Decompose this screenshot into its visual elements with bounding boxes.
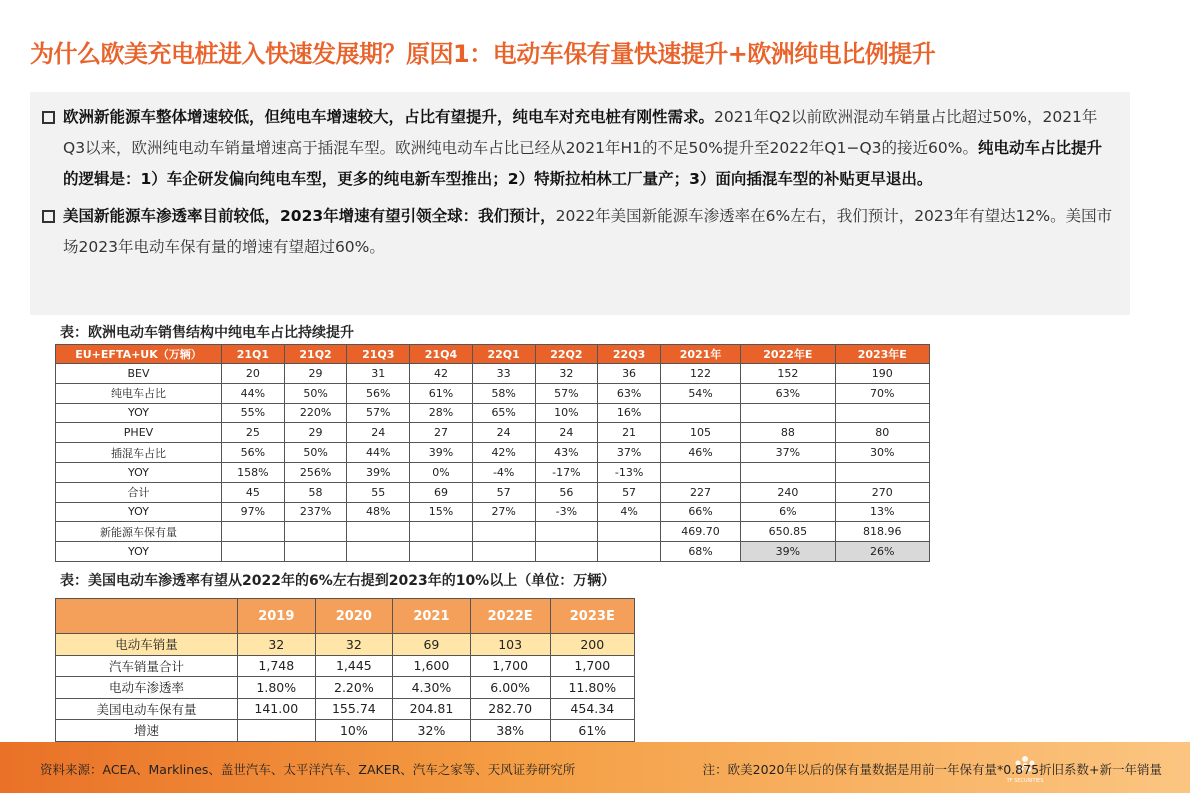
table-cell: 39% [410, 443, 473, 463]
table-cell: -13% [598, 462, 661, 482]
table-cell: 69 [410, 482, 473, 502]
table-cell: 69 [393, 634, 471, 656]
row-label: 美国电动车保有量 [56, 698, 238, 720]
table-row [56, 698, 635, 720]
row-label: 电动车销量 [56, 634, 238, 656]
row-label: PHEV [56, 423, 222, 443]
table-row [56, 443, 930, 463]
table-cell: 454.34 [550, 698, 634, 720]
table-cell: 37% [741, 443, 835, 463]
table-cell: 32 [535, 364, 598, 384]
table-cell: 237% [284, 502, 347, 522]
table-cell: 39% [347, 462, 410, 482]
table-cell: 20 [222, 364, 285, 384]
table-cell: 56% [347, 383, 410, 403]
column-header: 2022年E [741, 345, 835, 364]
table-cell: 57 [598, 482, 661, 502]
table-cell: 70% [835, 383, 929, 403]
table-cell: 61% [550, 720, 634, 742]
table-cell [535, 522, 598, 542]
table-row [56, 720, 635, 742]
bullet-us-body: 2022年美国新能源车渗透率在6%左右，我们预计，2023年有望达12%。美国市场2023年电动车保有量的增速有望超过60%。 [63, 207, 1113, 256]
table-cell: 6.00% [470, 677, 550, 699]
row-label: YOY [56, 403, 222, 423]
page-title: 为什么欧美充电桩进入快速发展期？原因1：电动车保有量快速提升+欧洲纯电比例提升 [30, 40, 936, 68]
table-cell: 24 [472, 423, 535, 443]
table-cell: 4% [598, 502, 661, 522]
table-cell: 54% [660, 383, 740, 403]
table-cell: 26% [835, 542, 929, 562]
table-cell: 56 [535, 482, 598, 502]
row-label: 增速 [56, 720, 238, 742]
table-cell [347, 522, 410, 542]
table-cell: 1.80% [238, 677, 316, 699]
checkbox-bullet-icon [42, 111, 55, 124]
table-row [56, 403, 930, 423]
table-row [56, 502, 930, 522]
table-cell: 16% [598, 403, 661, 423]
table-cell: -4% [472, 462, 535, 482]
table-cell: 42% [472, 443, 535, 463]
table-cell [660, 462, 740, 482]
table-cell: 10% [535, 403, 598, 423]
table-cell [660, 403, 740, 423]
table-cell [284, 522, 347, 542]
column-header: 2022E [470, 599, 550, 634]
table-cell: 190 [835, 364, 929, 384]
bullet-europe [42, 102, 1114, 195]
us-ev-penetration-table [55, 598, 635, 742]
column-header: 22Q3 [598, 345, 661, 364]
table-row [56, 522, 930, 542]
table-cell: 57 [472, 482, 535, 502]
table-cell [741, 462, 835, 482]
table-cell: 4.30% [393, 677, 471, 699]
table-cell: 45 [222, 482, 285, 502]
table-cell: 46% [660, 443, 740, 463]
table-cell: 30% [835, 443, 929, 463]
table-cell: 21 [598, 423, 661, 443]
table-cell: 27% [472, 502, 535, 522]
table-cell [598, 522, 661, 542]
table-cell: 68% [660, 542, 740, 562]
table-cell: 818.96 [835, 522, 929, 542]
column-header: 21Q1 [222, 345, 285, 364]
column-header: 21Q3 [347, 345, 410, 364]
row-label: 合计 [56, 482, 222, 502]
table-cell: 55% [222, 403, 285, 423]
table-cell: 24 [535, 423, 598, 443]
table-cell: 32% [393, 720, 471, 742]
column-header: 2023E [550, 599, 634, 634]
table-cell: 97% [222, 502, 285, 522]
table-cell [238, 720, 316, 742]
table-row [56, 462, 930, 482]
table-cell [284, 542, 347, 562]
table-cell: 66% [660, 502, 740, 522]
column-header: 21Q2 [284, 345, 347, 364]
row-label: BEV [56, 364, 222, 384]
column-header: EU+EFTA+UK（万辆） [56, 345, 222, 364]
column-header: 22Q1 [472, 345, 535, 364]
bullet-europe-lead: 欧洲新能源车整体增速较低，但纯电车增速较大，占比有望提升，纯电车对充电桩有刚性需求。 [63, 108, 715, 126]
column-header [56, 599, 238, 634]
table-cell: 158% [222, 462, 285, 482]
table-cell: 200 [550, 634, 634, 656]
table-cell: 1,445 [315, 655, 393, 677]
table-cell: 469.70 [660, 522, 740, 542]
table-cell: 1,700 [470, 655, 550, 677]
svg-text:TF SECURITIES: TF SECURITIES [1006, 778, 1044, 784]
footer-source: 资料来源：ACEA、Marklines、盖世汽车、太平洋汽车、ZAKER、汽车之家等、天风证券研究所 [40, 762, 576, 777]
table-cell: 37% [598, 443, 661, 463]
row-label: 电动车渗透率 [56, 677, 238, 699]
table-cell: 48% [347, 502, 410, 522]
table-cell: 152 [741, 364, 835, 384]
table-cell: 57% [535, 383, 598, 403]
table-cell: 13% [835, 502, 929, 522]
column-header: 2021年 [660, 345, 740, 364]
table-cell: 2.20% [315, 677, 393, 699]
table-cell: 56% [222, 443, 285, 463]
table-cell: 32 [315, 634, 393, 656]
table-cell: 282.70 [470, 698, 550, 720]
table-cell: 24 [347, 423, 410, 443]
table1-caption: 表：欧洲电动车销售结构中纯电车占比持续提升 [60, 325, 354, 341]
table-cell: 6% [741, 502, 835, 522]
row-label: 纯电车占比 [56, 383, 222, 403]
table-cell [535, 542, 598, 562]
table-cell: 36 [598, 364, 661, 384]
table-cell [410, 542, 473, 562]
table-cell: 10% [315, 720, 393, 742]
table-cell: 0% [410, 462, 473, 482]
table-cell: 1,600 [393, 655, 471, 677]
row-label: 插混车占比 [56, 443, 222, 463]
table-cell [472, 542, 535, 562]
table-cell [410, 522, 473, 542]
table-cell: 227 [660, 482, 740, 502]
table-cell: 38% [470, 720, 550, 742]
table-cell: 65% [472, 403, 535, 423]
table-cell: 29 [284, 423, 347, 443]
bullet-europe-logic: 纯电动车占比提升的逻辑是：1）车企研发偏向纯电车型，更多的纯电新车型推出；2）特斯拉柏林工厂量产；3）面向插混车型的补贴更早退出。 [63, 139, 1103, 188]
table-cell: 650.85 [741, 522, 835, 542]
table-cell: 61% [410, 383, 473, 403]
table-row [56, 383, 930, 403]
table-cell: 43% [535, 443, 598, 463]
row-label: YOY [56, 502, 222, 522]
table-row [56, 634, 635, 656]
column-header: 2019 [238, 599, 316, 634]
table-cell: 39% [741, 542, 835, 562]
column-header: 2021 [393, 599, 471, 634]
table-cell: 1,700 [550, 655, 634, 677]
table-row [56, 655, 635, 677]
table-cell: 122 [660, 364, 740, 384]
table-cell: 33 [472, 364, 535, 384]
table-cell: 270 [835, 482, 929, 502]
table-cell: 63% [741, 383, 835, 403]
row-label: 汽车销量合计 [56, 655, 238, 677]
table2-caption: 表：美国电动车渗透率有望从2022年的6%左右提到2023年的10%以上（单位：万辆） [60, 573, 616, 589]
table-cell: 80 [835, 423, 929, 443]
table-cell: 32 [238, 634, 316, 656]
table-cell: 31 [347, 364, 410, 384]
table-header-row [56, 345, 930, 364]
checkbox-bullet-icon [42, 210, 55, 223]
table-cell [598, 542, 661, 562]
table-row [56, 364, 930, 384]
table-row [56, 542, 930, 562]
table-cell: 240 [741, 482, 835, 502]
column-header: 2020 [315, 599, 393, 634]
table-cell: 204.81 [393, 698, 471, 720]
table-cell: 63% [598, 383, 661, 403]
table-cell [347, 542, 410, 562]
table-cell: 44% [222, 383, 285, 403]
row-label: YOY [56, 542, 222, 562]
table-row [56, 677, 635, 699]
table-header-row [56, 599, 635, 634]
table-cell: 11.80% [550, 677, 634, 699]
column-header: 21Q4 [410, 345, 473, 364]
table-cell: 28% [410, 403, 473, 423]
table-cell [222, 522, 285, 542]
table-cell: 88 [741, 423, 835, 443]
table-cell [222, 542, 285, 562]
table-cell: 50% [284, 383, 347, 403]
table-cell: 15% [410, 502, 473, 522]
table-cell: 141.00 [238, 698, 316, 720]
table-cell: 27 [410, 423, 473, 443]
table-cell: 58% [472, 383, 535, 403]
table-cell: 220% [284, 403, 347, 423]
column-header: 22Q2 [535, 345, 598, 364]
table-cell: 44% [347, 443, 410, 463]
table-cell [835, 403, 929, 423]
summary-box [30, 92, 1130, 315]
row-label: 新能源车保有量 [56, 522, 222, 542]
table-cell: 57% [347, 403, 410, 423]
row-label: YOY [56, 462, 222, 482]
table-row [56, 423, 930, 443]
table-cell: 103 [470, 634, 550, 656]
table-cell [835, 462, 929, 482]
table-cell: 25 [222, 423, 285, 443]
footer [0, 742, 1190, 793]
table-cell: 42 [410, 364, 473, 384]
table-cell: -17% [535, 462, 598, 482]
table-cell: 55 [347, 482, 410, 502]
table-cell: 50% [284, 443, 347, 463]
table-cell [741, 403, 835, 423]
europe-ev-sales-table [55, 344, 930, 562]
table-cell: 155.74 [315, 698, 393, 720]
table-cell: 256% [284, 462, 347, 482]
table-cell: 58 [284, 482, 347, 502]
bullet-us [42, 201, 1114, 263]
footer-note: 注：欧美2020年以后的保有量数据是用前一年保有量*0.875折旧系数+新一年销量 [702, 762, 1162, 777]
table-cell: 1,748 [238, 655, 316, 677]
bullet-us-lead: 美国新能源车渗透率目前较低，2023年增速有望引领全球：我们预计， [63, 207, 556, 225]
table-cell: 29 [284, 364, 347, 384]
column-header: 2023年E [835, 345, 929, 364]
table-row [56, 482, 930, 502]
table-cell [472, 522, 535, 542]
table-cell: -3% [535, 502, 598, 522]
bullet-europe-body: 2021年Q2以前欧洲混动车销量占比超过50%，2021年Q3以来，欧洲纯电动车销量增速高于插混车型。欧洲纯电动车占比已经从2021年H1的不足50%提升至2022年Q1−Q3的接近60%。 [63, 108, 1098, 157]
table-cell: 105 [660, 423, 740, 443]
